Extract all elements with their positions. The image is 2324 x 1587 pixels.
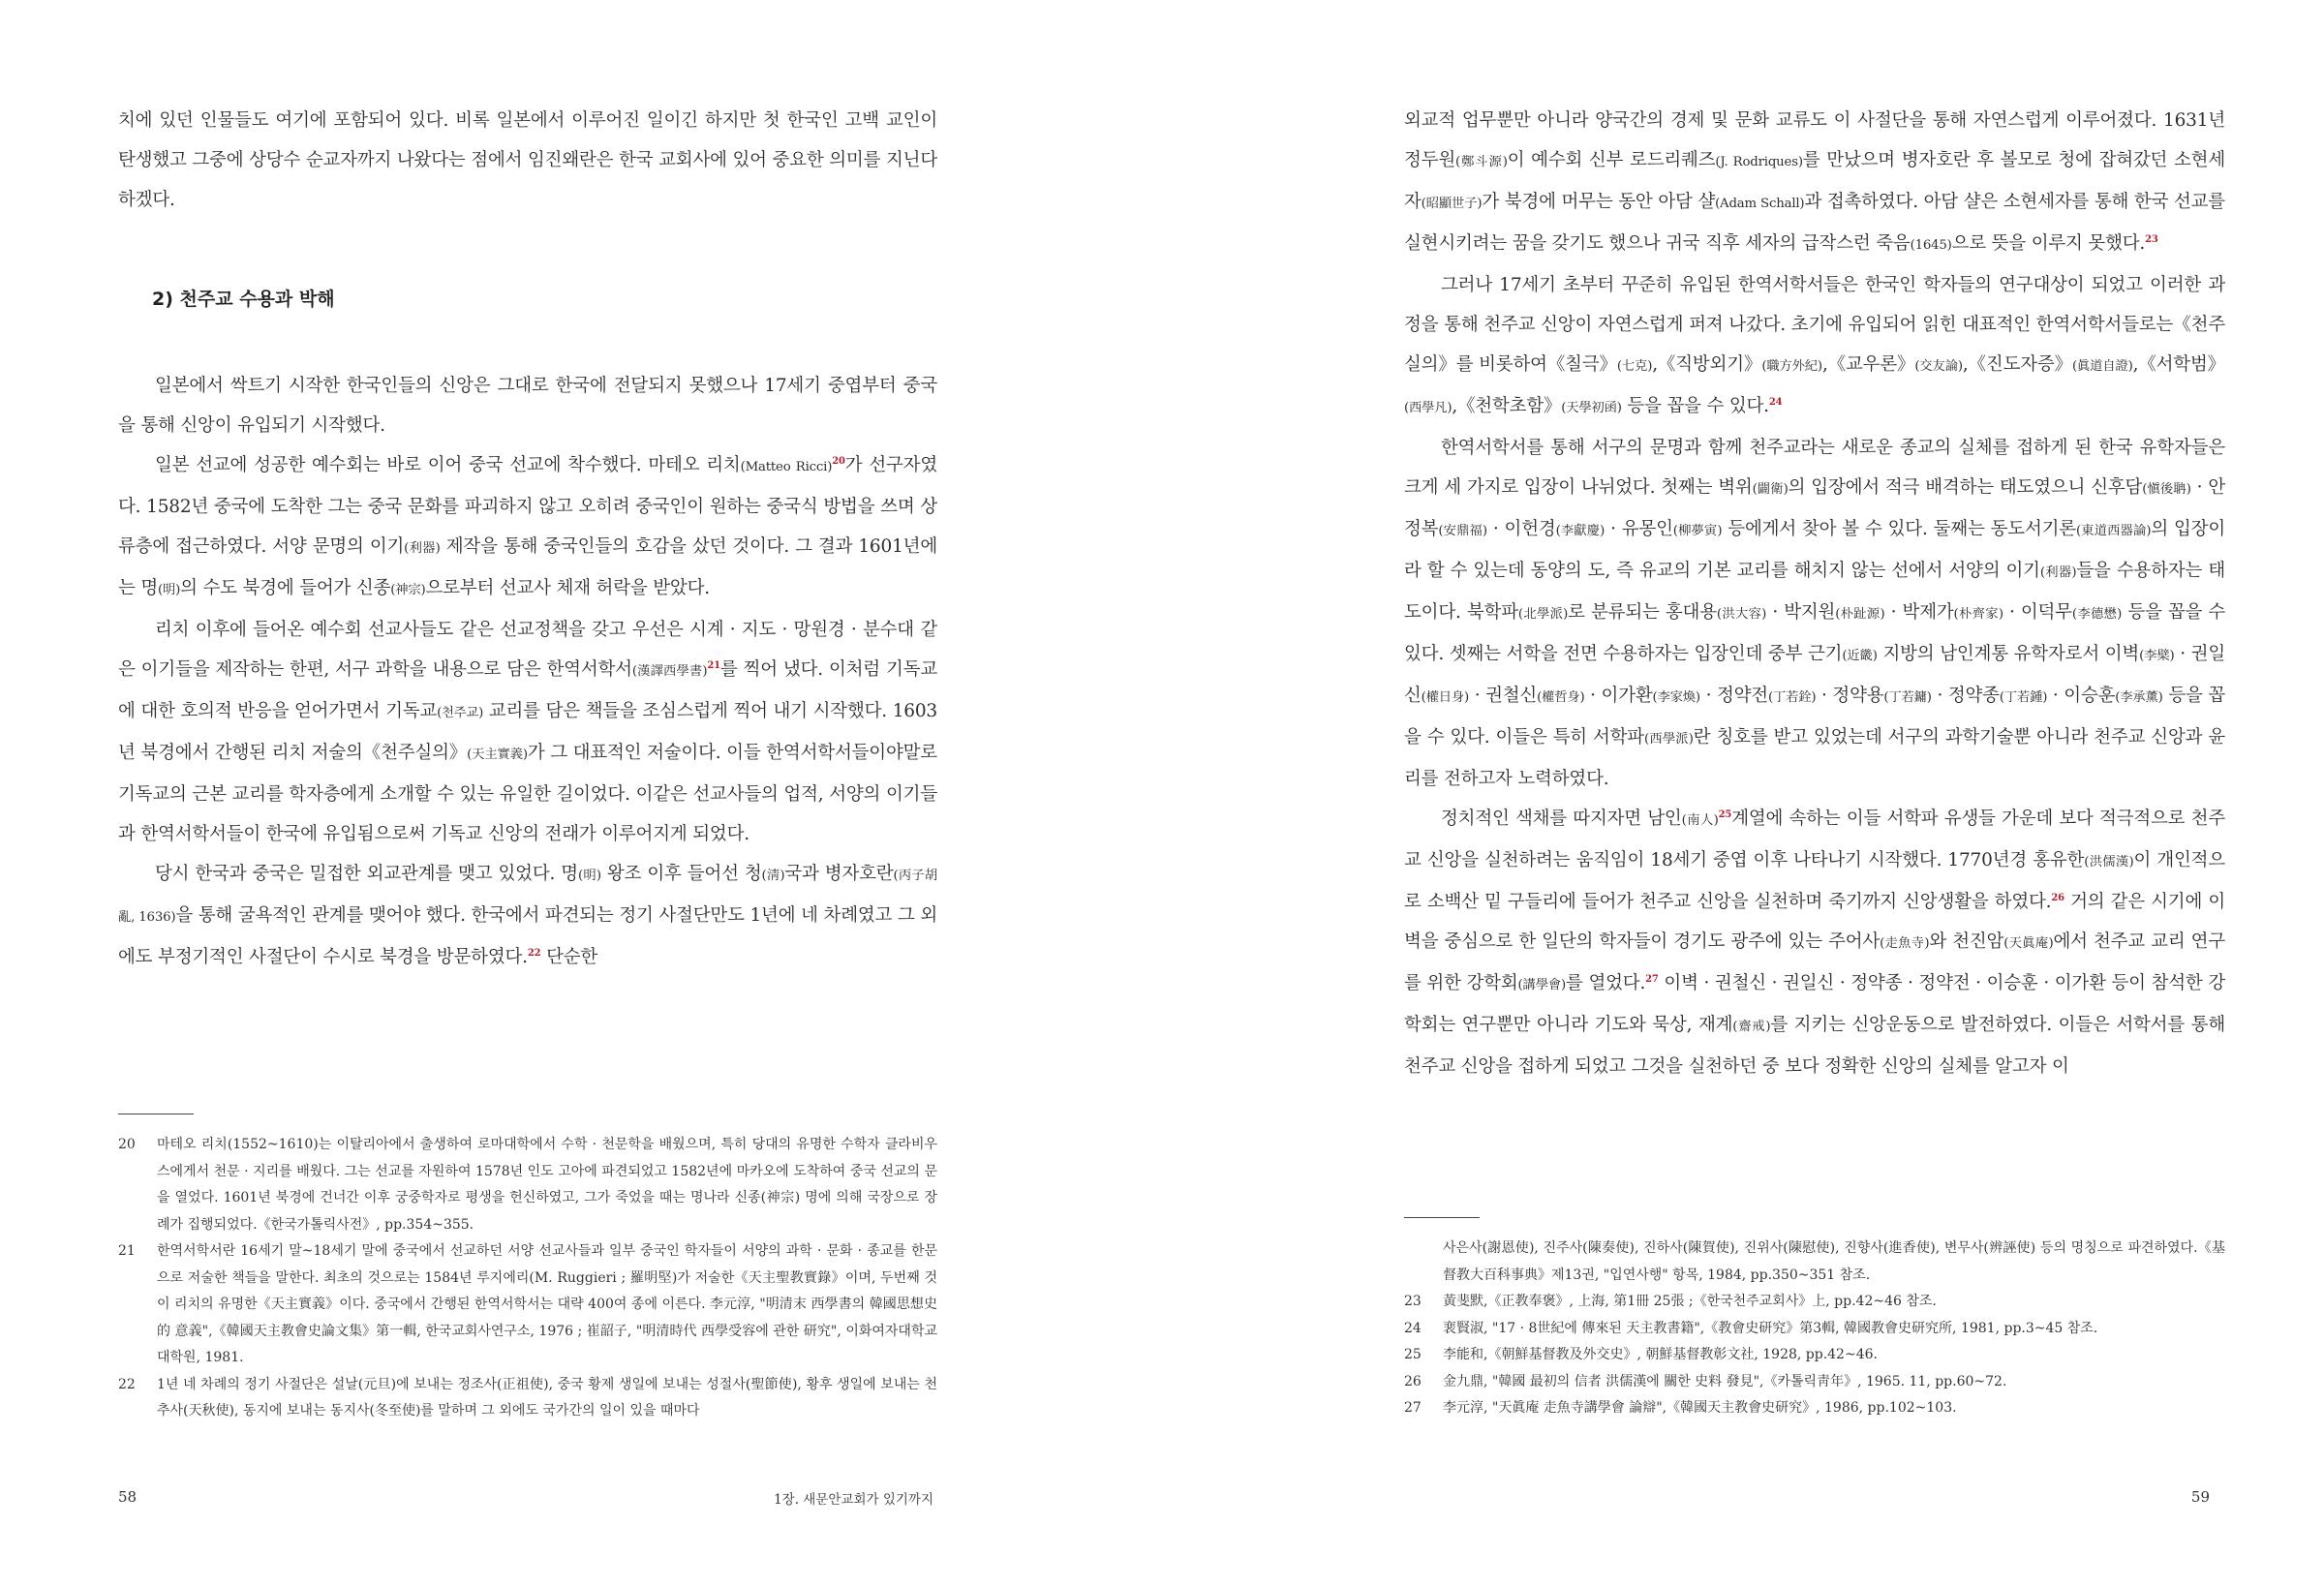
footnote: 23 黃斐默,《正教奉褒》, 上海, 第1冊 25張 ;《한국천주교회사》上, pp.42~46 참조. [1404,1294,1937,1309]
footnote: 27 李元淳, "天眞庵 走魚寺講學會 論辯",《韓國天主教會史研究》, 1986, pp.102~103. [1404,1400,1957,1416]
paragraph: 한역서학서를 통해 서구의 문명과 함께 천주교라는 새로운 종교의 실체를 접하게 된 한국 유학자들은 크게 세 가지로 입장이 나뉘었다. 첫째는 벽위(闢衛)의 입장에서 적극 배격하는 태도였으니 신후담(愼後聃) · 안정복(安鼎福) · 이헌경(李獻慶) · 유몽인(柳夢寅) 등에게서 찾아 볼 수 있다. 둘째는 동도서기론(東道西器論)의 입장이라 할 수 있는데 동양의 도, 즉 유교의 기본 교리를 해치지 않는 선에서 서양의 이기(利器)들을 수용하자는 태도이다. 북학파(北學派)로 분류되는 홍대용(洪大容) · 박지원(朴趾源) · 박제가(朴齊家) · 이덕무(李德懋) 등을 꼽을 수 있다. 셋째는 서학을 전면 수용하자는 입장인데 중부 근기(近畿) 지방의 남인계통 유학자로서 이벽(李檗) · 권일신(權日身) · 권철신(權哲身) · 이가환(李家煥) · 정약전(丁若銓) · 정약용(丁若鏞) · 정약종(丁若鍾) · 이승훈(李承薰) 등을 꼽을 수 있다. 이들은 특히 서학파(西學派)란 칭호를 받고 있었는데 서구의 과학기술뿐 아니라 천주교 신앙과 윤리를 전하고자 노력하였다. [1404,438,2226,789]
footnote-continued: 사은사(謝恩使), 진주사(陳奏使), 진하사(陳賀使), 진위사(陳慰使), 진향사(進香使), 변무사(辨誣使) 등의 명칭으로 파견하였다.《基督教大百科事典》제13권, "입연사행" 항목, 1984, pp.350~351 참조. [1443,1240,2225,1283]
left-footnotes [118,1114,937,1425]
footnote: 24 裵賢淑, "17 · 8世紀에 傳來된 天主教書籍",《教會史研究》第3輯, 韓國教會史研究所, 1981, pp.3~45 참조. [1404,1320,2098,1336]
running-title: 1장. 새문안교회가 있기까지 [774,1492,933,1508]
page-number: 59 [2190,1488,2210,1506]
paragraph: 치에 있던 인물들도 여기에 포함되어 있다. 비록 일본에서 이루어진 일이긴 하지만 첫 한국인 고백 교인이 탄생했고 그중에 상당수 순교자까지 나왔다는 점에서 임진왜란은 한국 교회사에 있어 중요한 의미를 지닌다 하겠다. [118,110,937,210]
paragraph: 일본 선교에 성공한 예수회는 바로 이어 중국 선교에 착수했다. 마테오 리치(Matteo Ricci)$^{20}$가 선구자였다. 1582년 중국에 도착한 그는 중국 문화를 파괴하지 않고 오히려 중국인이 원하는 중국식 방법을 쓰며 상류층에 접근하였다. 서양 문명의 이기(利器) 제작을 통해 중국인들의 호감을 샀던 것이다. 그 결과 1601년에는 명(明)의 수도 북경에 들어가 신종(神宗)으로부터 선교사 체재 허락을 받았다. [118,455,937,598]
paragraph: 정치적인 색채를 따지자면 남인(南人)$^{25}$계열에 속하는 이들 서학파 유생들 가운데 보다 적극적으로 천주교 신앙을 실천하려는 움직임이 18세기 중엽 이후 나타나기 시작했다. 1770년경 홍유한(洪儒漢)이 개인적으로 소백산 밑 구들리에 들어가 천주교 신앙을 실천하며 죽기까지 신앙생활을 하였다.$^{26}$ 거의 같은 시기에 이벽을 중심으로 한 일단의 학자들이 경기도 광주에 있는 주어사(走魚寺)와 천진암(天眞庵)에서 천주교 교리 연구를 위한 강학회(講學會)를 열었다.$^{27}$ 이벽 · 권철신 · 권일신 · 정약종 · 정약전 · 이승훈 · 이가환 등이 참석한 강학회는 연구뿐만 아니라 기도와 묵상, 재계(齋戒)를 지키는 신앙운동으로 발전하였다. 이들은 서학서를 통해 천주교 신앙을 접하게 되었고 그것을 실천하던 중 보다 정확한 신앙의 실체를 알고자 이 [1404,809,2226,1077]
paragraph: 일본에서 싹트기 시작한 한국인들의 신앙은 그대로 한국에 전달되지 못했으나 17세기 중엽부터 중국을 통해 신앙이 유입되기 시작했다. [118,376,937,436]
left-body-text [118,101,937,977]
right-footnotes [1404,1217,2225,1422]
paragraph: 리치 이후에 들어온 예수회 선교사들도 같은 선교정책을 갖고 우선은 시계 · 지도 · 망원경 · 분수대 같은 이기들을 제작하는 한편, 서구 과학을 내용으로 담은 한역서학서(漢譯西學書)$^{21}$를 찍어 냈다. 이처럼 기독교에 대한 호의적 반응을 얻어가면서 기독교(천주교) 교리를 담은 책들을 조심스럽게 찍어 내기 시작했다. 1603년 북경에서 간행된 리치 저술의《천주실의》(天主實義)가 그 대표적인 저술이다. 이들 한역서학서들이야말로 기독교의 근본 교리를 학자층에게 소개할 수 있는 유일한 길이었다. 이같은 선교사들의 업적, 서양의 이기들과 한역서학서들이 한국에 유입됨으로써 기독교 신앙의 전래가 이루어지게 되었다. [118,620,938,844]
footnote: 26 金九鼎, "韓國 最初의 信者 洪儒漢에 關한 史料 發見",《카톨릭靑年》, 1965. 11, pp.60~72. [1404,1373,2007,1389]
page-number: 58 [118,1488,138,1506]
footnote: 21 한역서학서란 16세기 말~18세기 말에 중국에서 선교하던 서양 선교사들과 일부 중국인 학자들이 서양의 과학 · 문화 · 종교를 한문으로 저술한 책들을 말한다. 최초의 것으로는 1584년 루지에리(M. Ruggieri ; 羅明堅)가 저술한《天主聖教實錄》이며, 두번째 것이 리치의 유명한《天主實義》이다. 중국에서 간행된 한역서학서는 대략 400여 종에 이른다. 李元淳, "明清末 西學書의 韓國思想史的 意義",《韓國天主教會史論文集》第一輯, 한국교회사연구소, 1976 ; 崔韶子, "明清時代 西學受容에 관한 研究", 이화여자대학교 대학원, 1981. [118,1243,937,1365]
paragraph: 외교적 업무뿐만 아니라 양국간의 경제 및 문화 교류도 이 사절단을 통해 자연스럽게 이루어졌다. 1631년 정두원(鄭斗源)이 예수회 신부 로드리퀘즈(J. Rodriques)를 만났으며 병자호란 후 볼모로 청에 잡혀갔던 소현세자(昭顯世子)가 북경에 머무는 동안 아담 샬(Adam Schall)과 접촉하였다. 아담 샬은 소현세자를 통해 한국 선교를 실현시키려는 꿈을 갖기도 했으나 귀국 직후 세자의 급작스런 죽음(1645)으로 뜻을 이루지 못했다.$^{23}$ [1404,110,2225,254]
right-body-text [1404,101,2225,1086]
right-page [1162,0,2324,1587]
footnote: 20 마테오 리치(1552~1610)는 이탈리아에서 출생하여 로마대학에서 수학 · 천문학을 배웠으며, 특히 당대의 유명한 수학자 클라비우스에게서 천문 · 지리를 배웠다. 그는 선교를 자원하여 1578년 인도 고아에 파견되었고 1582년에 마카오에 도착하여 중국 선교의 문을 열었다. 1601년 북경에 건너간 이후 궁중학자로 평생을 헌신하였고, 그가 죽었을 때는 명나라 신종(神宗) 명에 의해 국장으로 장례가 집행되었다.《한국가톨릭사전》, pp.354~355. [118,1137,937,1233]
footnote: 25 李能和,《朝鮮基督教及外交史》, 朝鮮基督教彰文社, 1928, pp.42~46. [1404,1347,1878,1362]
footnote-rule [1404,1217,1480,1218]
paragraph: 당시 한국과 중국은 밀접한 외교관계를 맺고 있었다. 명(明) 왕조 이후 들어선 청(淸)국과 병자호란(丙子胡亂, 1636)을 통해 굴욕적인 관계를 맺어야 했다. 한국에서 파견되는 정기 사절단만도 1년에 네 차례였고 그 외에도 부정기적인 사절단이 수시로 북경을 방문하였다.$^{22}$ 단순한 [118,864,938,967]
paragraph: 그러나 17세기 초부터 꾸준히 유입된 한역서학서들은 한국인 학자들의 연구대상이 되었고 이러한 과정을 통해 천주교 신앙이 자연스럽게 퍼져 나갔다. 초기에 유입되어 읽힌 대표적인 한역서학서들로는《천주실의》를 비롯하여《칠극》(七克),《직방외기》(職方外紀),《교우론》(交友論),《진도자증》(眞道自證),《서학범》(西學凡),《천학초함》(天學初函) 등을 꼽을 수 있다.$^{24}$ [1404,275,2225,416]
section-heading: 2) 천주교 수용과 박해 [152,289,335,310]
footnote: 22 1년 네 차례의 정기 사절단은 설날(元旦)에 보내는 정조사(正祖使), 중국 황제 생일에 보내는 성절사(聖節使), 황후 생일에 보내는 천추사(天秋使), 동지에 보내는 동지사(冬至使)를 말하며 그 외에도 국가간의 일이 있을 때마다 [118,1376,937,1419]
